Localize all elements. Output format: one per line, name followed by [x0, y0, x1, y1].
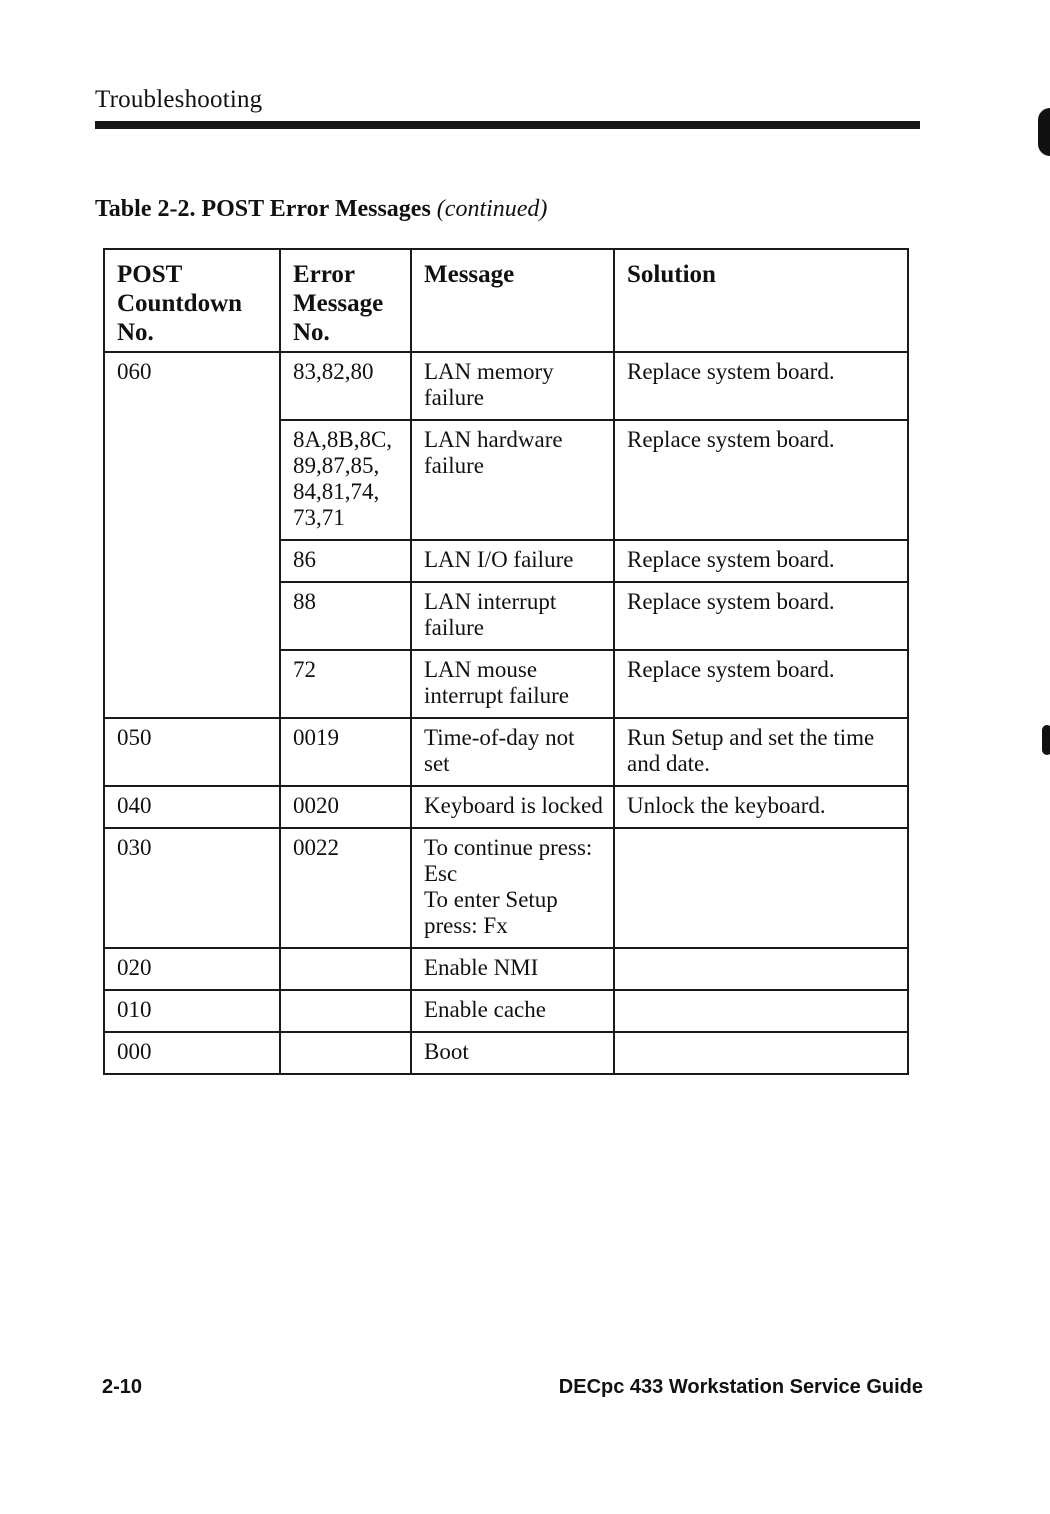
error-cell: 8A,8B,8C, 89,87,85, 84,81,74, 73,71	[280, 420, 411, 540]
countdown-cell: 060	[104, 352, 280, 718]
solution-cell: Replace system board.	[614, 582, 908, 650]
message-cell: Time-of-day not set	[411, 718, 614, 786]
table-row	[104, 352, 908, 420]
error-cell: 0020	[280, 786, 411, 828]
message-cell: To continue press: Esc To enter Setup press: Fx	[411, 828, 614, 948]
solution-cell: Replace system board.	[614, 420, 908, 540]
solution-cell: Replace system board.	[614, 540, 908, 582]
solution-cell	[614, 948, 908, 990]
solution-cell	[614, 1032, 908, 1074]
table-caption-suffix: (continued)	[436, 196, 548, 222]
solution-cell: Unlock the keyboard.	[614, 786, 908, 828]
message-cell: LAN hardware failure	[411, 420, 614, 540]
countdown-cell: 000	[104, 1032, 280, 1074]
message-cell: Enable cache	[411, 990, 614, 1032]
message-cell: LAN mouse interrupt failure	[411, 650, 614, 718]
solution-cell: Run Setup and set the time and date.	[614, 718, 908, 786]
error-cell	[280, 1032, 411, 1074]
countdown-cell: 050	[104, 718, 280, 786]
header-rule	[95, 121, 920, 129]
table-caption-title: Table 2-2. POST Error Messages	[95, 196, 431, 222]
error-cell	[280, 948, 411, 990]
guide-title: DECpc 433 Workstation Service Guide	[558, 1376, 923, 1398]
table-row	[104, 828, 908, 948]
solution-cell	[614, 828, 908, 948]
message-cell: LAN memory failure	[411, 352, 614, 420]
table-row	[104, 1032, 908, 1074]
column-header-error: Error Message No.	[280, 249, 411, 352]
solution-cell: Replace system board.	[614, 352, 908, 420]
countdown-cell: 010	[104, 990, 280, 1032]
post-error-table	[103, 248, 909, 1075]
countdown-cell: 040	[104, 786, 280, 828]
error-cell: 72	[280, 650, 411, 718]
error-cell: 83,82,80	[280, 352, 411, 420]
section-header: Troubleshooting	[95, 86, 263, 113]
error-cell: 88	[280, 582, 411, 650]
countdown-cell: 020	[104, 948, 280, 990]
error-cell: 0022	[280, 828, 411, 948]
column-header-solution: Solution	[614, 249, 908, 352]
message-cell: LAN interrupt failure	[411, 582, 614, 650]
message-cell: Keyboard is locked	[411, 786, 614, 828]
solution-cell: Replace system board.	[614, 650, 908, 718]
table-row	[104, 786, 908, 828]
error-cell	[280, 990, 411, 1032]
message-cell: LAN I/O failure	[411, 540, 614, 582]
message-cell: Enable NMI	[411, 948, 614, 990]
table-caption	[95, 196, 547, 223]
table-row	[104, 990, 908, 1032]
column-header-message: Message	[411, 249, 614, 352]
edge-tab-mark	[1038, 108, 1050, 156]
countdown-cell: 030	[104, 828, 280, 948]
solution-cell	[614, 990, 908, 1032]
table-row	[104, 948, 908, 990]
edge-tab-mark	[1042, 725, 1050, 755]
table-header-row	[104, 249, 908, 352]
message-cell: Boot	[411, 1032, 614, 1074]
post-error-table-frame	[103, 248, 907, 1075]
error-cell: 86	[280, 540, 411, 582]
column-header-countdown: POST Countdown No.	[104, 249, 280, 352]
page-number: 2-10	[102, 1376, 143, 1398]
error-cell: 0019	[280, 718, 411, 786]
table-row	[104, 718, 908, 786]
